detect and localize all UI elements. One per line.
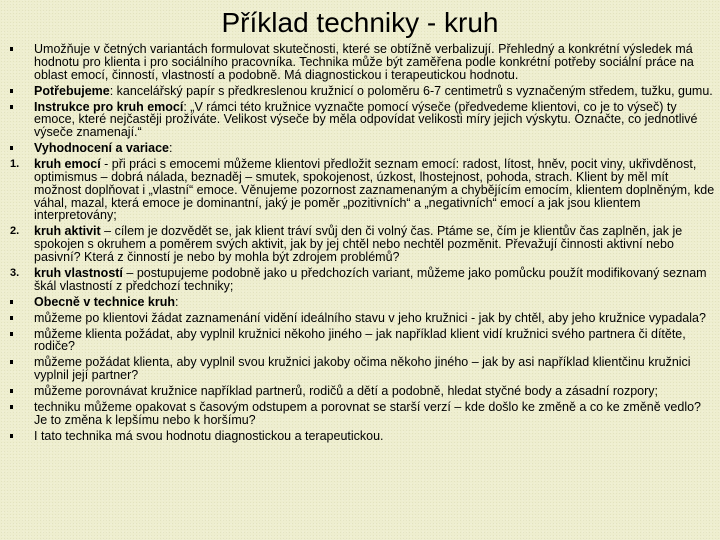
item-text: : „V rámci této kružnice vyznačte pomocí výseče (předvedeme klientovi, co je to výseč) ty emoce, které nejčastěji prožíváte. Velikost výseče by měla odpovídat velikosti míry jejich výskytu. Označte, co jednotlivé výseče znamenají.“	[34, 99, 698, 140]
list-item	[10, 385, 716, 398]
item-text: – cílem je dozvědět se, jak klient tráví svůj den či volný čas. Ptáme se, čím je klientův čas zaplněn, jak je spokojen s okruhem a poměrem svých aktivit, jak by jej chtěl nebo nechtěl pozměnit. Převažují činnosti aktivní nebo pasivní? Která z činností je nebo by mohla být zdrojem problémů?	[34, 224, 683, 264]
list-item	[10, 225, 716, 263]
item-text: - při práci s emocemi můžeme klientovi předložit seznam emocí: radost, lítost, hněv, pocit viny, ukřivděnost, optimismus – dobrá nálada, beznaděj – smutek, spokojenost, úzkost, lhostejnost, pohoda, strach. Klient by měl mít možnost doplňovat i „vlastní“ emoce. Věnujeme pozornost zaznamenaným a chybějícím emocím, klientem doplněným, kde váhal, mazal, která emoce je dominantní, jaký je poměr „pozitivních“ a „negativních“ emocí a jak jsou klientem interpretovány;	[34, 157, 715, 223]
list-item	[10, 328, 716, 354]
list-item	[10, 296, 716, 309]
item-text: :	[175, 294, 179, 309]
item-text: techniku můžeme opakovat s časovým odstupem a porovnat se starší verzí – kde došlo ke změně a co ke změně vedlo? Je to změna k lepšímu nebo k horšímu?	[34, 400, 702, 427]
item-label: Vyhodnocení a variace	[34, 141, 170, 156]
list-number: 1.	[10, 158, 20, 171]
list-number: 2.	[10, 225, 20, 238]
item-label: kruh vlastností	[34, 265, 123, 280]
slide-title: Příklad techniky - kruh	[221, 7, 499, 38]
item-text: můžeme porovnávat kružnice například partnerů, rodičů a dětí a podobně, hledat styčné body a zásadní rozpory;	[34, 384, 658, 399]
list-item	[10, 85, 716, 98]
list-item	[10, 267, 716, 293]
list-item	[10, 101, 716, 139]
item-label: Potřebujeme	[34, 83, 110, 98]
item-text: Umožňuje v četných variantách formulovat skutečnosti, které se obtížně verbalizují. Přehledný a konkrétní výsledek má hodnotu pro klienta i pro sociálního pracovníka. Technika může být zaměřena podle konkrétní potřeby sociální práce na oblast emocí, činností, vlastností a podobně. Má diagnostickou i terapeutickou hodnotu.	[34, 42, 694, 82]
item-text: – postupujeme podobně jako u předchozích variant, můžeme jako pomůcku použít modifikovaný seznam škál vlastností z předchozí techniky;	[34, 265, 707, 293]
list-item	[10, 430, 716, 443]
item-text: I tato technika má svou hodnotu diagnostickou a terapeutickou.	[34, 428, 384, 443]
bullet-list	[10, 43, 716, 446]
item-text: :	[169, 141, 173, 156]
list-item	[10, 312, 716, 325]
item-label: kruh aktivit	[34, 224, 101, 239]
item-label: kruh emocí	[34, 157, 101, 172]
item-label: Obecně v technice kruh	[34, 294, 176, 309]
item-text: můžeme klienta požádat, aby vyplnil kružnici někoho jiného – jak například klient vidí kružnici svého partnera či dítěte, rodiče?	[34, 326, 686, 354]
item-text: můžeme po klientovi žádat zaznamenání vidění ideálního stavu v jeho kružnici - jak by chtěl, aby jeho kružnice vypadala?	[34, 310, 706, 325]
list-item	[10, 356, 716, 382]
list-item	[10, 401, 716, 427]
item-text: : kancelářský papír s předkreslenou kružnicí o poloměru 6-7 centimetrů s vyznačeným středem, tužku, gumu.	[109, 83, 713, 98]
list-item	[10, 158, 716, 222]
item-label: Instrukce pro kruh emocí	[34, 99, 184, 114]
list-number: 3.	[10, 266, 20, 279]
list-item	[10, 43, 716, 81]
item-text: můžeme požádat klienta, aby vyplnil svou kružnici jakoby očima někoho jiného – jak by asi například klientčinu kružnici vyplnil její partner?	[34, 355, 691, 383]
list-item	[10, 142, 716, 155]
